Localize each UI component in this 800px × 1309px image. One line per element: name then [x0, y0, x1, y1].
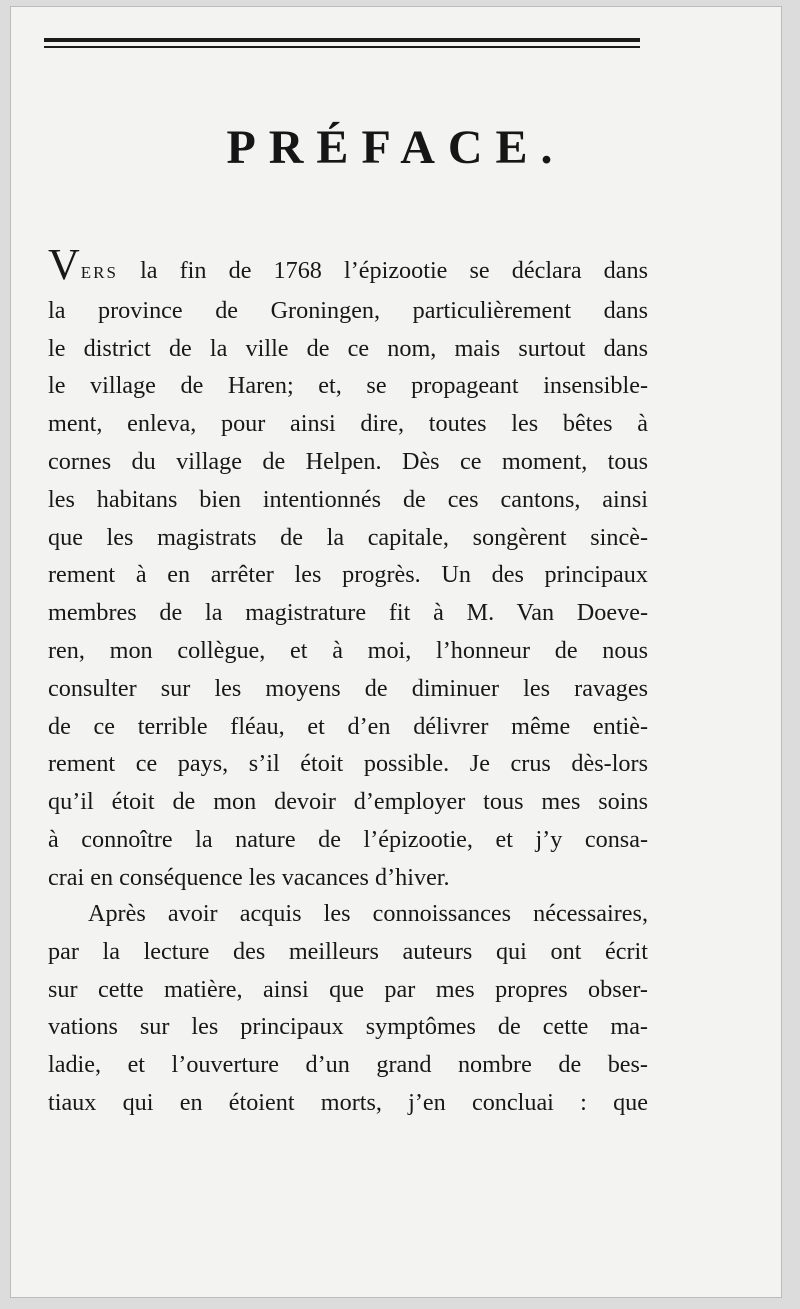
text-line: [48, 240, 649, 292]
text-line: tiaux qui en étoient morts, j’en concluai : que: [48, 1088, 648, 1116]
paragraph-2: [48, 895, 648, 1122]
text-line: membres de la magistrature fit à M. Van Doeve-: [48, 599, 648, 627]
page-title: PRÉFACE.: [226, 121, 566, 174]
text-line: le district de la ville de ce nom, mais surtout dans: [48, 334, 648, 362]
text-line: cornes du village de Helpen. Dès ce moment, tous: [48, 447, 648, 475]
text-line: le village de Haren; et, se propageant insensible-: [48, 372, 648, 400]
text-line: rement ce pays, s’il étoit possible. Je crus dès-lors: [48, 750, 648, 778]
header-rule-thin: [44, 46, 640, 48]
text-line: qu’il étoit de mon devoir d’employer tous mes soins: [48, 788, 648, 816]
small-caps-word: ERS: [80, 263, 118, 282]
text-line: Après avoir acquis les connoissances nécessaires,: [88, 900, 648, 927]
text-line: par la lecture des meilleurs auteurs qui ont écrit: [48, 937, 648, 965]
text-line: à connoître la nature de l’épizootie, et j’y consa-: [48, 825, 648, 853]
text-line: que les magistrats de la capitale, songèrent sincè-: [48, 523, 648, 551]
text-line: vations sur les principaux symptômes de cette ma-: [48, 1013, 648, 1041]
text-line: rement à en arrêter les progrès. Un des principaux: [48, 561, 648, 589]
text-line: ren, mon collègue, et à moi, l’honneur de nous: [48, 636, 648, 664]
text-line: sur cette matière, ainsi que par mes propres obser-: [48, 975, 648, 1003]
text-line: ment, enleva, pour ainsi dire, toutes les bêtes à: [48, 410, 648, 438]
book-page: [10, 6, 782, 1298]
line-text: la fin de 1768 l’épizootie se déclara dans: [140, 257, 649, 284]
text-line: les habitans bien intentionnés de ces cantons, ainsi: [48, 485, 648, 513]
paragraph-1: [48, 240, 649, 897]
text-line: consulter sur les moyens de diminuer les ravages: [48, 674, 648, 702]
text-line: la province de Groningen, particulièrement dans: [48, 296, 648, 324]
text-line: crai en conséquence les vacances d’hiver.: [48, 863, 450, 891]
text-line: ladie, et l’ouverture d’un grand nombre de bes-: [48, 1051, 648, 1079]
drop-cap: V: [48, 240, 80, 289]
header-rule-thick: [44, 38, 640, 42]
text-line: de ce terrible fléau, et d’en délivrer même entiè-: [48, 712, 648, 740]
